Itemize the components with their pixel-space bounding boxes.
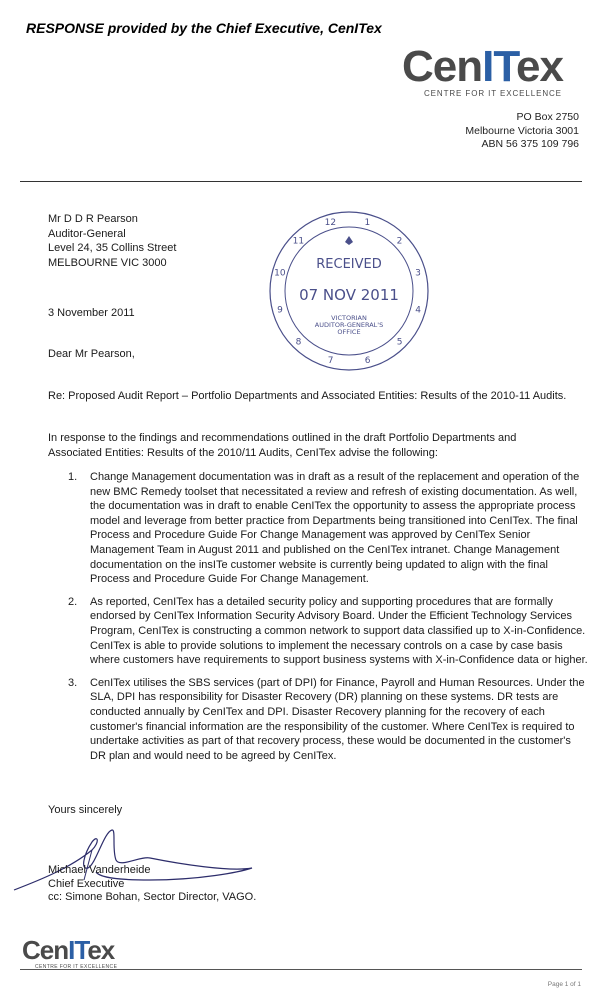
salutation: Dear Mr Pearson, [48, 348, 135, 360]
stamp-office: OFFICE [337, 328, 361, 336]
letter-date: 3 November 2011 [48, 307, 135, 319]
recipient-line: Mr D D R Pearson [48, 213, 138, 225]
item-number: 1. [68, 471, 78, 483]
list-item [48, 470, 588, 587]
stamp-ring-number: 10 [274, 268, 286, 279]
item-text: As reported, CenITex has a detailed security policy and supporting procedures that are formally endorsed by CenITex Information Security Advisory Board. Under the Efficient Technology Services Program, CenITex is constructing a common network to support data classified up to X-in-Confidence. CenITex is able to provide solutions to implement the necessary controls on a case by case basis where customers have requirements to support business systems with X-in-Confidence data or higher. [90, 595, 588, 667]
stamp-ring-number: 9 [277, 305, 283, 316]
closing: Yours sincerely [48, 804, 123, 816]
stamp-date: 07 NOV 2011 [299, 286, 399, 304]
footer-logo [22, 934, 114, 966]
logo-highlight: IT [482, 42, 516, 91]
signatory-name: Michael Vanderheide [48, 864, 151, 876]
stamp-received: RECEIVED [316, 257, 382, 272]
cc-line: cc: Simone Bohan, Sector Director, VAGO. [48, 891, 257, 903]
logo-prefix: Cen [22, 935, 69, 965]
list-item [48, 595, 588, 668]
stamp-ring-number: 6 [364, 356, 371, 366]
recipient-line: MELBOURNE VIC 3000 [48, 256, 167, 269]
recipient-line: Level 24, 35 Collins Street [48, 242, 177, 254]
signatory-title: Chief Executive [48, 877, 125, 890]
logo-suffix: ex [515, 42, 563, 91]
item-number: 2. [68, 595, 78, 608]
logo-prefix: Cen [402, 42, 483, 91]
stamp-ring-number: 8 [295, 337, 302, 348]
stamp-ring-number: 5 [396, 337, 403, 348]
stamp-office: AUDITOR-GENERAL'S [314, 321, 384, 329]
intro-paragraph: In response to the findings and recommendations outlined in the draft Portfolio Departments and Associated Entities: Results of the 2010/11 Audits, CenITex advise the following: [48, 432, 517, 459]
recipient-line: Auditor-General [48, 227, 126, 240]
footer-divider [20, 969, 582, 970]
stamp-ring-number: 1 [364, 217, 371, 228]
address-line: PO Box 2750 [516, 111, 579, 123]
letterhead-address [465, 111, 579, 152]
stamp-ring-number: 3 [415, 268, 421, 279]
stamp-emblem-icon [345, 236, 353, 245]
page-number: Page 1 of 1 [547, 981, 581, 988]
header-divider [20, 181, 582, 182]
stamp-ring-number: 4 [415, 305, 421, 316]
signature-block [48, 864, 256, 905]
recipient-address [48, 212, 176, 270]
logo-suffix: ex [87, 935, 115, 965]
subject-line: Re: Proposed Audit Report – Portfolio Departments and Associated Entities: Results of the 2010-11 Audits. [48, 390, 567, 402]
item-text: Change Management documentation was in draft as a result of the replacement and operation of the new BMC Remedy toolset that necessitated a review and refresh of existing documentation. As well, the documentation was in draft to enable CenITex the opportunity to assess the appropriate process model and leverage from better practice from Departments being transitioned into CenITex. The final Process and Procedure Guide For Change Management was approved by CenITex Senior Management Team in August 2011 and published on the CenITex intranet. Change Management documentation on the insITe customer website is currently being updated to align with the final Process and Procedure Guide For Change Management. [90, 471, 580, 586]
address-line: Melbourne Victoria 3001 [465, 124, 579, 137]
stamp-ring-number: 12 [324, 218, 337, 228]
item-number: 3. [68, 676, 78, 689]
received-stamp [264, 206, 434, 376]
stamp-ring-number: 2 [396, 236, 403, 247]
address-line: ABN 56 375 109 796 [481, 138, 579, 150]
list-item [48, 676, 588, 764]
stamp-ring-number: 7 [327, 356, 334, 367]
response-list [48, 470, 588, 771]
logo-highlight: IT [68, 935, 88, 965]
stamp-office: VICTORIAN [331, 314, 367, 322]
logo-tagline: CENTRE FOR IT EXCELLENCE [424, 89, 562, 98]
cenitex-logo [402, 41, 563, 93]
footer-tagline: CENTRE FOR IT EXCELLENCE [35, 964, 118, 970]
stamp-ring-number: 11 [292, 236, 305, 247]
item-text: CenITex utilises the SBS services (part of DPI) for Finance, Payroll and Human Resources. Under the SLA, DPI has responsibility for Disaster Recovery (DR) planning on these systems. DR tests are conducted annually by CenITex and DPI. Disaster Recovery planning for the recovery of each customer's financial information are the responsibility of the customer. Where CenITex is required to undertake activities as part of that recovery process, these would be documented in the customer's DR plan and would need to be agreed by CenITex. [90, 676, 585, 762]
document-caption: RESPONSE provided by the Chief Executive, CenITex [26, 20, 382, 36]
